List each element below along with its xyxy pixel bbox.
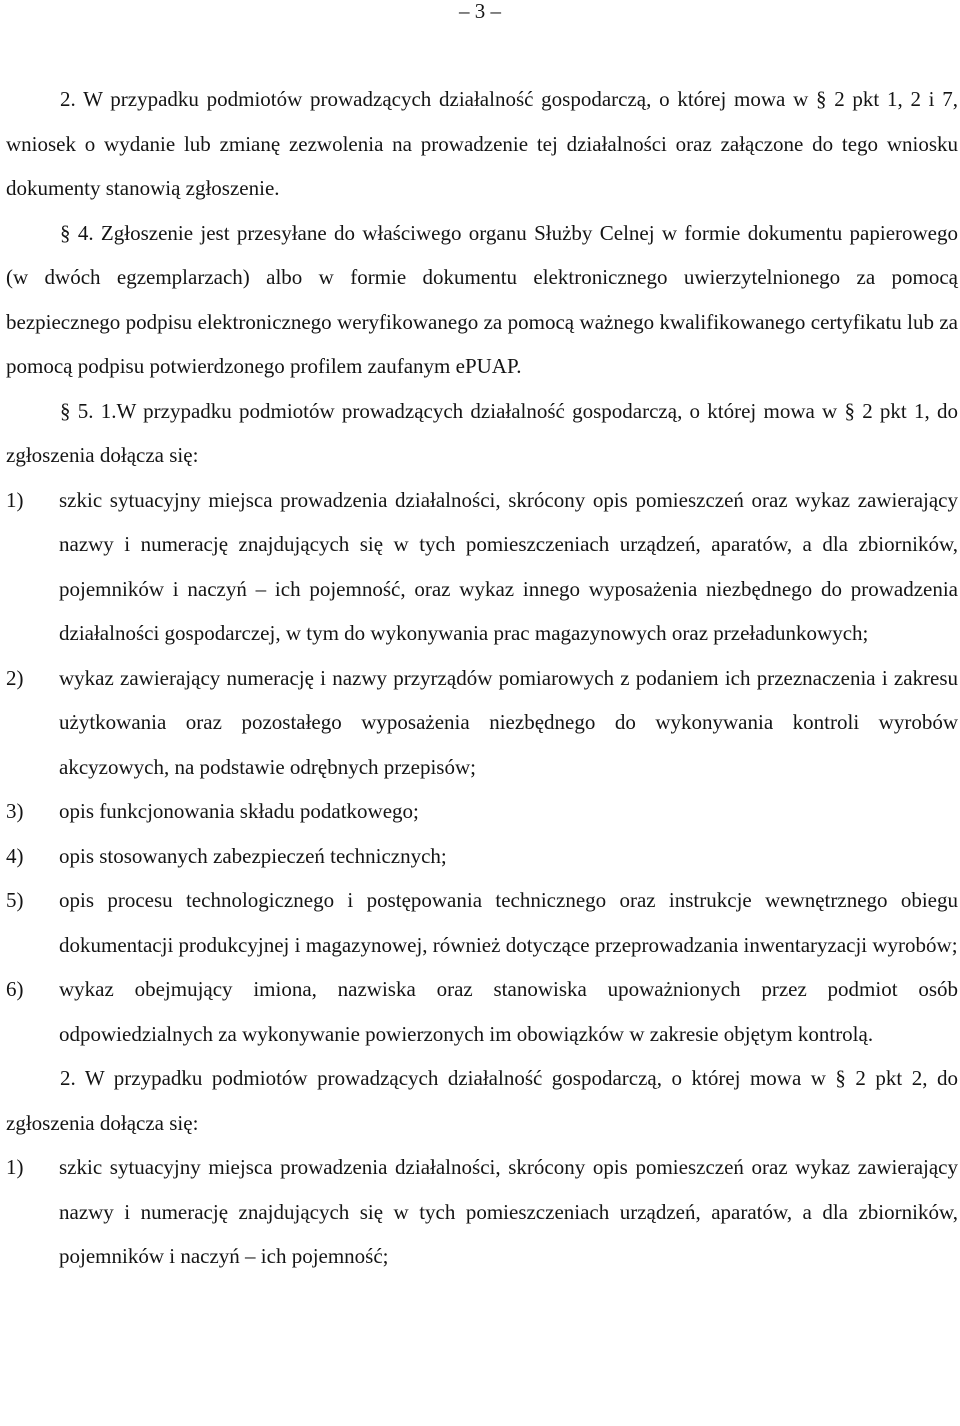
list-item-text: opis stosowanych zabezpieczeń technicznych; [59,843,447,868]
list-item-text: szkic sytuacyjny miejsca prowadzenia działalności, skrócony opis pomieszczeń oraz wykaz zawierający nazwy i numerację znajdujących się w tych pomieszczeniach urządzeń, aparatów, a dla zbiorników, pojemników i naczyń – ich pojemność; [59,1155,958,1268]
attachment-list-1 [6,478,958,1057]
section-4: § 4. Zgłoszenie jest przesyłane do właściwego organu Służby Celnej w formie dokumentu papierowego (w dwóch egzemplarzach) albo w formie dokumentu elektronicznego uwierzytelnionego za pomocą bezpiecznego podpisu elektronicznego weryfikowanego za pomocą ważnego kwalifikowanego certyfikatu lub za pomocą podpisu potwierdzonego profilem zaufanym ePUAP. [6,220,958,378]
list-item-number: 5) [6,888,24,912]
document-body [6,77,958,1279]
list-item-number: 1) [6,487,24,512]
list-item [6,834,958,879]
page-number: – 3 – [459,0,501,23]
list-item [6,656,958,790]
attachment-list-2 [6,1145,958,1279]
section-5-1: § 5. 1.W przypadku podmiotów prowadzących działalność gospodarczą, o której mowa w § 2 pkt 1, do zgłoszenia dołącza się: [6,398,958,467]
list-item-number: 6) [6,977,24,1001]
list-item-number: 4) [6,843,24,868]
section-5-2: 2. W przypadku podmiotów prowadzących działalność gospodarczą, o której mowa w § 2 pkt 2, do zgłoszenia dołącza się: [6,1066,958,1135]
list-item [6,478,958,656]
list-item-text: szkic sytuacyjny miejsca prowadzenia działalności, skrócony opis pomieszczeń oraz wykaz zawierający nazwy i numerację znajdujących się w tych pomieszczeniach urządzeń, aparatów, a dla zbiorników, pojemników i naczyń – ich pojemność, oraz wykaz innego wyposażenia niezbędnego do prowadzenia działalności gospodarczej, w tym do wykonywania prac magazynowych oraz przeładunkowych; [59,487,958,645]
list-item-text: opis funkcjonowania składu podatkowego; [59,799,419,823]
list-item [6,1145,958,1279]
list-item-number: 2) [6,665,24,690]
list-item-text: wykaz zawierający numerację i nazwy przyrządów pomiarowych z podaniem ich przeznaczenia i zakresu użytkowania oraz pozostałego wyposażenia niezbędnego do wykonywania kontroli wyrobów akcyzowych, na podstawie odrębnych przepisów; [59,665,958,779]
list-item-number: 1) [6,1155,24,1179]
list-item [6,967,958,1056]
list-item [6,878,958,967]
list-item-number: 3) [6,799,24,823]
list-item-text: wykaz obejmujący imiona, nazwiska oraz stanowiska upoważnionych przez podmiot osób odpowiedzialnych za wykonywanie powierzonych im obowiązków w zakresie objętym kontrolą. [59,977,958,1046]
paragraph-3-2: 2. W przypadku podmiotów prowadzących działalność gospodarczą, o której mowa w § 2 pkt 1, 2 i 7, wniosek o wydanie lub zmianę zezwolenia na prowadzenie tej działalności oraz załączone do tego wniosku dokumenty stanowią zgłoszenie. [6,87,958,200]
list-item-text: opis procesu technologicznego i postępowania technicznego oraz instrukcje wewnętrznego obiegu dokumentacji produkcyjnej i magazynowej, również dotyczące przeprowadzania inwentaryzacji wyrobów; [59,888,958,957]
list-item [6,789,958,834]
